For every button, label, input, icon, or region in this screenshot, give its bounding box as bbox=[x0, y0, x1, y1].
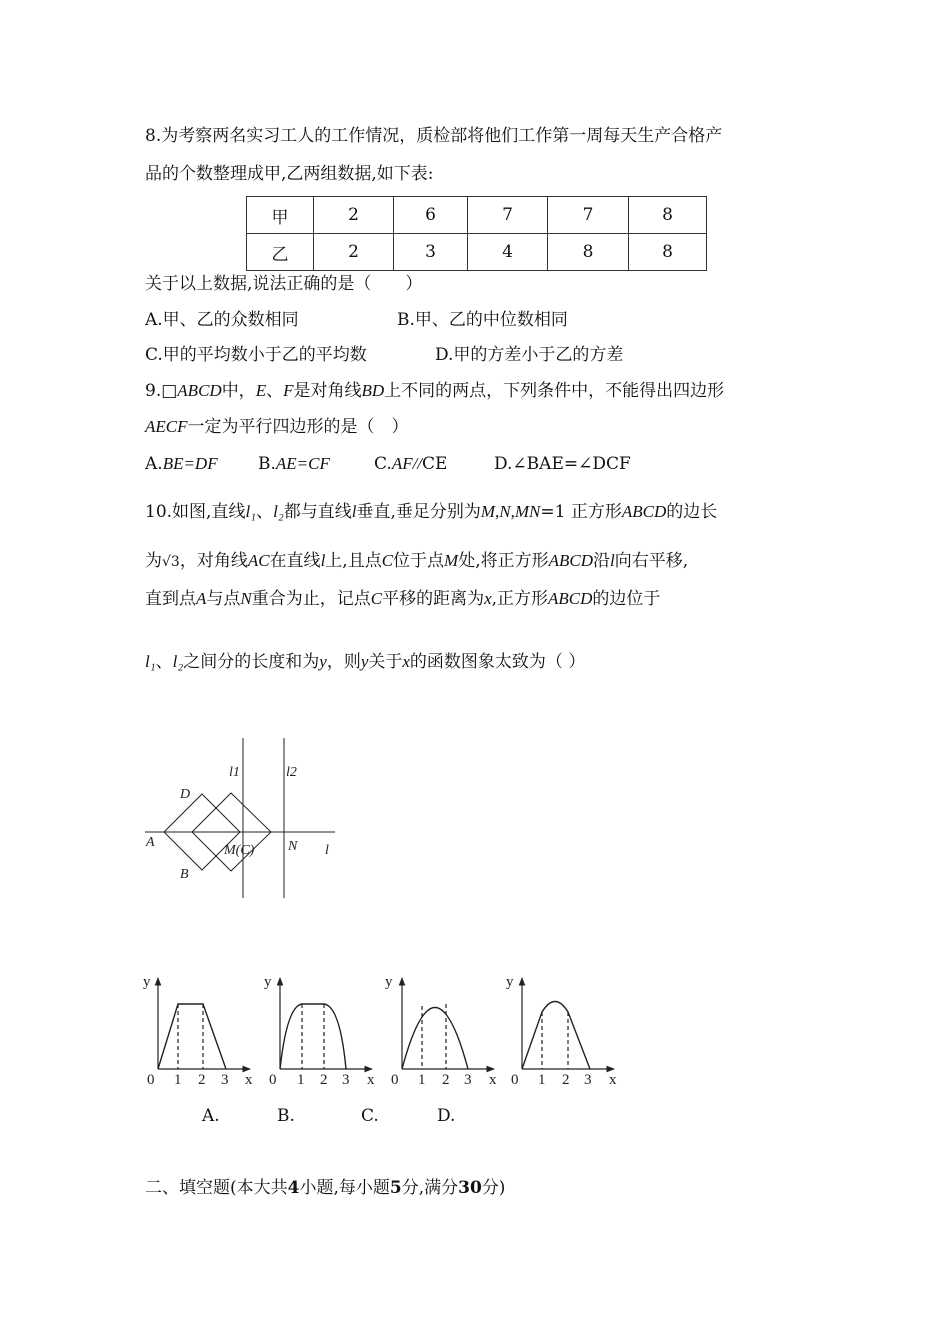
graph-a-o: 0 bbox=[147, 1072, 155, 1088]
q8-data-table bbox=[246, 196, 707, 271]
graph-label-c: C. bbox=[361, 1106, 379, 1126]
q9-line-2 bbox=[145, 416, 409, 438]
q10-text: 、 bbox=[256, 502, 274, 522]
q10-l: l bbox=[610, 551, 615, 570]
row-label: 甲 bbox=[247, 197, 314, 234]
q10-line-1 bbox=[145, 501, 717, 523]
q8-option-d: D.甲的方差小于乙的方差 bbox=[435, 345, 624, 365]
q9-line-1 bbox=[145, 380, 724, 402]
q10-line-2 bbox=[145, 550, 688, 573]
graph-c bbox=[402, 978, 494, 1069]
q9-text: 、 bbox=[266, 381, 284, 401]
graph-d-t1: 1 bbox=[538, 1072, 546, 1088]
q10-l1: l₁ bbox=[145, 652, 156, 671]
q9-option-d: D.∠BAE=∠DCF bbox=[494, 454, 631, 474]
graph-a bbox=[158, 978, 250, 1069]
q10-text: 的边长 bbox=[666, 502, 718, 522]
q10-text: 为 bbox=[145, 551, 162, 571]
q10-text: ，则 bbox=[326, 652, 361, 672]
q10-text: 沿 bbox=[593, 551, 611, 571]
q9-option-text: BE=DF bbox=[162, 454, 218, 473]
q9-text: 一定为平行四边形的是（ ） bbox=[187, 417, 409, 437]
q9-option-prefix: B. bbox=[258, 454, 276, 474]
graph-d-t2: 2 bbox=[562, 1072, 570, 1088]
q10-c: C bbox=[370, 589, 383, 608]
table-cell: 8 bbox=[629, 197, 707, 234]
q9-option-prefix: C. bbox=[374, 454, 392, 474]
q10-text: 处,将正方形 bbox=[458, 551, 549, 571]
q10-l2: l₂ bbox=[172, 652, 184, 671]
graph-a-y: y bbox=[143, 974, 151, 990]
q10-text: 之间分的长度和为 bbox=[183, 652, 320, 672]
graph-c-y: y bbox=[385, 974, 393, 990]
q10-text: =1 正方形 bbox=[540, 502, 622, 522]
label-mc: M(C) bbox=[224, 843, 255, 858]
q9-bd: BD bbox=[361, 381, 385, 400]
q9-prefix: 9.□ bbox=[145, 381, 178, 401]
q8-line-2: 品的个数整理成甲,乙两组数据,如下表: bbox=[145, 164, 434, 184]
graph-b-t1: 1 bbox=[297, 1072, 305, 1088]
q10-l: l bbox=[320, 551, 326, 570]
q8-line-1: 8.为考察两名实习工人的工作情况，质检部将他们工作第一周每天生产合格产 bbox=[145, 126, 723, 146]
label-l: l bbox=[325, 843, 329, 858]
graph-label-b: B. bbox=[277, 1106, 295, 1126]
section-2-heading bbox=[145, 1177, 505, 1199]
label-n: N bbox=[288, 839, 298, 854]
label-a: A bbox=[146, 835, 155, 850]
graph-c-t2: 2 bbox=[442, 1072, 450, 1088]
label-d: D bbox=[180, 787, 191, 802]
table-cell: 8 bbox=[629, 234, 707, 271]
graph-d-t3: 3 bbox=[584, 1072, 592, 1088]
q9-option-text: AF// bbox=[391, 454, 423, 473]
section-number: 5 bbox=[389, 1178, 402, 1198]
q10-text: ,正方形 bbox=[491, 589, 549, 609]
q9-abcd: ABCD bbox=[177, 381, 222, 400]
q8-option-a: A.甲、乙的众数相同 bbox=[145, 310, 299, 330]
q10-l1: l₁ bbox=[245, 502, 257, 521]
graph-b-o: 0 bbox=[269, 1072, 277, 1088]
graph-c-t3: 3 bbox=[464, 1072, 472, 1088]
graph-label-a: A. bbox=[202, 1106, 220, 1126]
graph-b-t2: 2 bbox=[320, 1072, 328, 1088]
geometry-figure bbox=[140, 730, 350, 910]
q10-text: 向右平移, bbox=[614, 551, 689, 571]
q10-text: 10.如图,直线 bbox=[145, 502, 246, 522]
q10-text: 、 bbox=[155, 652, 173, 672]
q9-option-text: AE=CF bbox=[275, 454, 330, 473]
graph-c-o: 0 bbox=[391, 1072, 399, 1088]
q10-x: x bbox=[402, 652, 410, 671]
section-text: 二、填空题(本大共 bbox=[145, 1178, 288, 1198]
section-number: 30 bbox=[458, 1178, 482, 1198]
q10-text: 垂直,垂足分别为 bbox=[356, 502, 481, 522]
q10-n: N bbox=[240, 589, 252, 608]
q9-aecf: AECF bbox=[145, 417, 188, 436]
q10-text: 上,且点 bbox=[325, 551, 382, 571]
table-cell: 3 bbox=[394, 234, 468, 271]
q10-sqrt: √3 bbox=[162, 554, 180, 570]
graph-d-o: 0 bbox=[511, 1072, 519, 1088]
q9-option-b bbox=[258, 453, 330, 475]
graph-c-t1: 1 bbox=[418, 1072, 426, 1088]
q10-text: 平移的距离为 bbox=[382, 589, 485, 609]
q10-text: 的边位于 bbox=[592, 589, 661, 609]
graph-d-x: x bbox=[609, 1072, 617, 1088]
q10-text: 的函数图象太致为（ ） bbox=[409, 652, 586, 672]
q10-abcd: ABCD bbox=[548, 551, 594, 570]
q10-text: 重合为止，记点 bbox=[251, 589, 371, 609]
q10-text: 与点 bbox=[206, 589, 241, 609]
table-row bbox=[247, 197, 707, 234]
q10-mn: M,N,MN bbox=[480, 502, 541, 521]
q10-text: 关于 bbox=[368, 652, 403, 672]
row-label: 乙 bbox=[247, 234, 314, 271]
q9-text: 是对角线 bbox=[293, 381, 362, 401]
graph-b bbox=[280, 978, 372, 1069]
section-text: 分,满分 bbox=[401, 1178, 459, 1198]
graph-d-y: y bbox=[506, 974, 514, 990]
table-cell: 2 bbox=[314, 197, 394, 234]
q9-option-prefix: A. bbox=[145, 454, 163, 474]
q10-ac: AC bbox=[247, 551, 270, 570]
q10-text: 位于点 bbox=[393, 551, 445, 571]
graph-b-t3: 3 bbox=[342, 1072, 350, 1088]
graph-a-t1: 1 bbox=[174, 1072, 182, 1088]
q10-l2: l₂ bbox=[273, 502, 284, 521]
section-text: 小题,每小题 bbox=[299, 1178, 390, 1198]
q8-question: 关于以上数据,说法正确的是（ ） bbox=[145, 274, 423, 294]
q10-m: M bbox=[444, 551, 459, 570]
table-cell: 7 bbox=[468, 197, 548, 234]
q9-text: 上不同的两点，下列条件中，不能得出四边形 bbox=[384, 381, 725, 401]
label-b: B bbox=[180, 867, 189, 882]
graph-d bbox=[522, 978, 614, 1069]
table-cell: 2 bbox=[314, 234, 394, 271]
table-row bbox=[247, 234, 707, 271]
label-l1: l1 bbox=[229, 765, 240, 780]
answer-graphs bbox=[140, 966, 640, 1091]
q10-line-4 bbox=[145, 651, 585, 673]
q9-e: E bbox=[255, 381, 267, 400]
table-cell: 8 bbox=[548, 234, 629, 271]
q8-option-c: C.甲的平均数小于乙的平均数 bbox=[145, 345, 367, 365]
q9-f: F bbox=[283, 381, 294, 400]
section-text: 分) bbox=[481, 1178, 506, 1198]
q10-a: A bbox=[196, 589, 207, 608]
graph-c-x: x bbox=[489, 1072, 497, 1088]
graph-label-d: D. bbox=[437, 1106, 456, 1126]
label-l2: l2 bbox=[286, 765, 297, 780]
q10-abcd: ABCD bbox=[548, 589, 593, 608]
q10-line-3 bbox=[145, 588, 660, 610]
q9-option-c bbox=[374, 453, 447, 475]
q10-abcd: ABCD bbox=[621, 502, 667, 521]
q9-text: 中， bbox=[221, 381, 256, 401]
q8-option-b: B.甲、乙的中位数相同 bbox=[397, 310, 568, 330]
table-cell: 4 bbox=[468, 234, 548, 271]
table-cell: 6 bbox=[394, 197, 468, 234]
graph-b-x: x bbox=[367, 1072, 375, 1088]
graph-a-t2: 2 bbox=[198, 1072, 206, 1088]
q10-text: ，对角线 bbox=[179, 551, 248, 571]
q10-text: 在直线 bbox=[269, 551, 321, 571]
graph-a-t3: 3 bbox=[221, 1072, 229, 1088]
q10-x: x bbox=[484, 589, 492, 608]
q10-y: y bbox=[319, 652, 327, 671]
graph-b-y: y bbox=[264, 974, 272, 990]
q10-text: 都与直线 bbox=[283, 502, 352, 522]
section-number: 4 bbox=[287, 1178, 300, 1198]
q9-option-a bbox=[145, 453, 218, 475]
q10-c: C bbox=[381, 551, 394, 570]
q10-text: 直到点 bbox=[145, 589, 196, 609]
q10-l: l bbox=[351, 502, 357, 521]
q9-option-text: CE bbox=[422, 454, 448, 474]
q10-y: y bbox=[360, 652, 369, 671]
table-cell: 7 bbox=[548, 197, 629, 234]
graph-a-x: x bbox=[245, 1072, 253, 1088]
